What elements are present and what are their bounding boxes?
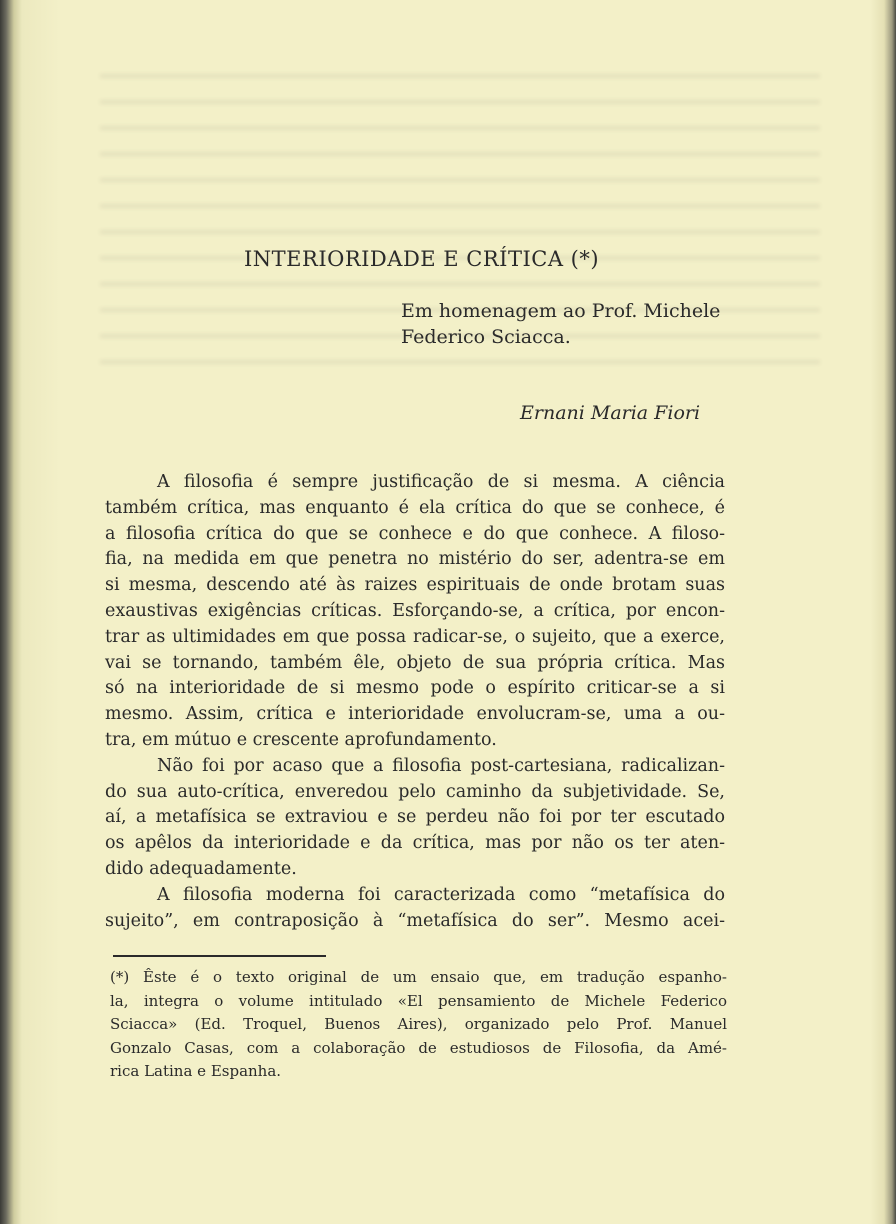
footnote-line: Sciacca» (Ed. Troquel, Buenos Aires), organizado pelo Prof. Manuel	[110, 1015, 727, 1033]
text-line: só na interioridade de si mesmo pode o espírito criticar-se a si	[105, 678, 725, 699]
text-line: também crítica, mas enquanto é ela crítica do que se conhece, é	[105, 497, 725, 518]
text-line: dido adequadamente.	[105, 858, 297, 879]
paragraph	[105, 754, 725, 883]
dedication-line: Federico Sciacca.	[401, 326, 571, 348]
text-line: si mesma, descendo até às raizes espirituais de onde brotam suas	[105, 575, 725, 596]
text-line: fia, na medida em que penetra no mistério do ser, adentra-se em	[105, 549, 725, 570]
text-line: aí, a metafísica se extraviou e se perdeu não foi por ter escutado	[105, 807, 725, 828]
text-line: Não foi por acaso que a filosofia post-cartesiana, radicalizan-	[157, 755, 725, 776]
author-name: Ernani Maria Fiori	[520, 402, 701, 424]
text-line: a filosofia crítica do que se conhece e do que conhece. A filoso-	[105, 523, 725, 544]
body-text	[105, 470, 725, 934]
dedication	[401, 298, 761, 350]
text-line: os apêlos da interioridade e da crítica, mas por não os ter aten-	[105, 833, 725, 854]
text-line: A filosofia moderna foi caracterizada como “metafísica do	[157, 884, 725, 905]
dedication-line: Em homenagem ao Prof. Michele	[401, 300, 721, 322]
text-line: sujeito”, em contraposição à “metafísica do ser”. Mesmo acei-	[105, 910, 725, 931]
text-line: exaustivas exigências críticas. Esforçando-se, a crítica, por encon-	[105, 600, 725, 621]
paragraph	[105, 883, 725, 935]
footnote-line: la, integra o volume intitulado «El pensamiento de Michele Federico	[110, 991, 727, 1010]
text-line: vai se tornando, também êle, objeto de sua própria crítica. Mas	[105, 652, 725, 673]
chapter-title: INTERIORIDADE E CRÍTICA (*)	[244, 247, 600, 271]
footnote-divider	[113, 955, 326, 957]
footnote-line: rica Latina e Espanha.	[110, 1062, 282, 1080]
text-line: trar as ultimidades em que possa radicar-se, o sujeito, que a exerce,	[105, 626, 725, 647]
footnote	[110, 966, 727, 1084]
footnote-line: Gonzalo Casas, com a colaboração de estudiosos de Filosofia, da Amé-	[110, 1038, 727, 1057]
text-line: mesmo. Assim, crítica e interioridade envolucram-se, uma a ou-	[105, 704, 725, 725]
text-line: do sua auto-crítica, enveredou pelo caminho da subjetividade. Se,	[105, 781, 725, 802]
text-line: A filosofia é sempre justificação de si mesma. A ciência	[157, 472, 725, 492]
footnote-line: (*) Êste é o texto original de um ensaio que, em tradução espanho-	[110, 968, 727, 986]
text-line: tra, em mútuo e crescente aprofundamento.	[105, 729, 497, 750]
paragraph	[105, 470, 725, 754]
